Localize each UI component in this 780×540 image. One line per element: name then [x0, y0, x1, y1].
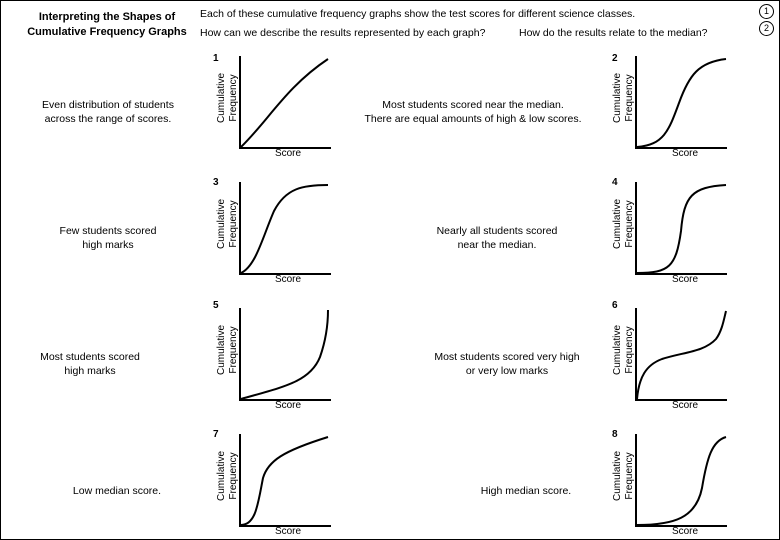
graph-5-desc-line-1: Most students scored: [40, 351, 140, 363]
graph-4-curve: [637, 185, 726, 273]
graph-7-y-label-line-1: Cumulative: [216, 450, 227, 502]
graph-6-y-label-line-1: Cumulative: [612, 324, 623, 376]
title-line-2: Cumulative Frequency Graphs: [27, 26, 187, 38]
graph-5-plot: [238, 307, 333, 402]
graph-8-y-label-line-2: Frequency: [624, 452, 635, 500]
graph-3-desc-line-1: Few students scored: [59, 225, 157, 237]
graph-4-desc-line-2: near the median.: [457, 239, 537, 251]
graph-5-desc-line-2: high marks: [64, 365, 116, 377]
graph-1-y-label-line-1: Cumulative: [216, 72, 227, 124]
graph-6-number: 6: [612, 300, 618, 311]
graph-1-x-label: Score: [274, 148, 302, 159]
graph-1-plot: [238, 55, 333, 150]
graph-2-y-label-line-1: Cumulative: [612, 72, 623, 124]
intro-text: Each of these cumulative frequency graphs show the test scores for different science classes.: [200, 8, 636, 20]
question-2: How do the results relate to the median?: [519, 27, 708, 39]
graph-6-description: [397, 350, 617, 378]
graph-3-description: [0, 224, 218, 252]
graph-5-x-label: Score: [274, 400, 302, 411]
graph-1-desc-line-2: across the range of scores.: [44, 113, 172, 125]
graph-6-desc-line-2: or very low marks: [465, 365, 549, 377]
graph-2-desc-line-1: Most students scored near the median.: [382, 99, 564, 111]
graph-5-description: [0, 350, 200, 378]
graph-8-curve: [637, 437, 726, 525]
graph-1-number: 1: [213, 53, 219, 64]
graph-3-y-label-line-2: Frequency: [228, 200, 239, 248]
graph-7-number: 7: [213, 429, 219, 440]
graph-3-desc-line-2: high marks: [82, 239, 134, 251]
graph-5-curve: [241, 310, 328, 399]
graph-4-y-label-line-1: Cumulative: [612, 198, 623, 250]
graph-2-x-label: Score: [671, 148, 699, 159]
graph-8-desc-line-1: High median score.: [480, 485, 572, 497]
graph-5-number: 5: [213, 300, 219, 311]
graph-2-description: [363, 98, 583, 126]
graph-3-x-label: Score: [274, 274, 302, 285]
graph-6-desc-line-1: Most students scored very high: [434, 351, 580, 363]
graph-4-y-label-line-2: Frequency: [624, 200, 635, 248]
graph-6-plot: [634, 307, 729, 402]
graph-2-desc-line-2: There are equal amounts of high & low scores.: [364, 113, 582, 125]
graph-1-curve: [241, 59, 328, 147]
graph-7-curve: [241, 437, 328, 525]
graph-3-curve: [241, 185, 328, 273]
graph-3-y-label-line-1: Cumulative: [216, 198, 227, 250]
graph-6-curve: [637, 311, 726, 399]
worksheet-title: [12, 10, 202, 40]
graph-4-plot: [634, 181, 729, 276]
graph-1-y-label-line-2: Frequency: [228, 74, 239, 122]
graph-7-y-label-line-2: Frequency: [228, 452, 239, 500]
graph-5-y-label-line-2: Frequency: [228, 326, 239, 374]
graph-4-number: 4: [612, 177, 618, 188]
graph-2-plot: [634, 55, 729, 150]
graph-2-curve: [637, 59, 726, 147]
graph-8-x-label: Score: [671, 526, 699, 537]
question-marker-1: 1: [759, 4, 774, 19]
graph-4-description: [387, 224, 607, 252]
title-line-1: Interpreting the Shapes of: [38, 11, 176, 23]
graph-6-x-label: Score: [671, 400, 699, 411]
graph-7-x-label: Score: [274, 526, 302, 537]
graph-3-plot: [238, 181, 333, 276]
graph-1-description: [0, 98, 218, 126]
graph-2-axes: [636, 56, 727, 148]
graph-8-number: 8: [612, 429, 618, 440]
graph-7-plot: [238, 433, 333, 528]
graph-5-y-label-line-1: Cumulative: [216, 324, 227, 376]
graph-8-y-label-line-1: Cumulative: [612, 450, 623, 502]
graph-4-desc-line-1: Nearly all students scored: [436, 225, 558, 237]
graph-7-axes: [240, 434, 331, 526]
question-marker-2: 2: [759, 21, 774, 36]
graph-2-y-label-line-2: Frequency: [624, 74, 635, 122]
graph-6-y-label-line-2: Frequency: [624, 326, 635, 374]
graph-4-x-label: Score: [671, 274, 699, 285]
graph-8-plot: [634, 433, 729, 528]
graph-3-number: 3: [213, 177, 219, 188]
graph-7-description: [7, 484, 227, 498]
graph-1-desc-line-1: Even distribution of students: [42, 99, 174, 111]
graph-2-number: 2: [612, 53, 618, 64]
question-1: How can we describe the results represented by each graph?: [200, 27, 486, 39]
graph-8-description: [416, 484, 636, 498]
graph-7-desc-line-1: Low median score.: [72, 485, 162, 497]
